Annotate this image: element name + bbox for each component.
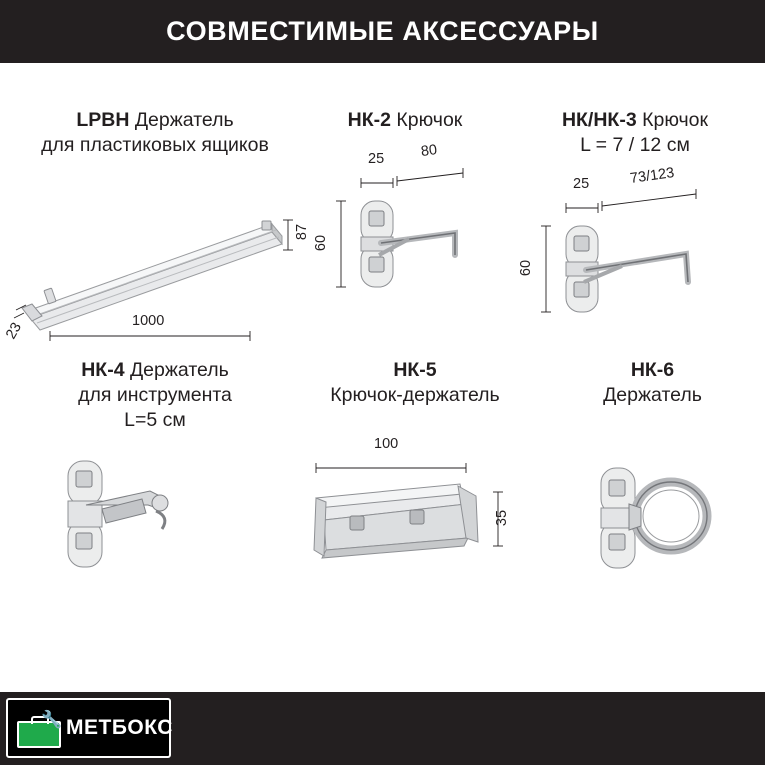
item-figure xyxy=(3,158,311,348)
item-code: LPBH xyxy=(76,109,130,131)
item-name: Держатель xyxy=(134,109,234,131)
dimension-label: 80 xyxy=(420,142,439,160)
dimension-label: 25 xyxy=(368,151,385,167)
item-caption xyxy=(10,358,300,433)
dimension-label: 23 xyxy=(3,320,26,342)
wrench-icon: 🔧 xyxy=(41,710,63,729)
item-name: Держатель xyxy=(129,359,229,381)
item-name-line2: для инструмента xyxy=(78,384,232,406)
item-caption xyxy=(545,358,760,408)
item-figure xyxy=(10,443,300,638)
item-card-nk4[interactable] xyxy=(10,358,300,678)
item-figure xyxy=(305,133,505,328)
item-figure xyxy=(510,158,760,353)
item-card-nk6[interactable] xyxy=(545,358,760,678)
item-figure xyxy=(545,446,760,656)
item-caption xyxy=(10,108,300,158)
dimension-label: 60 xyxy=(518,259,535,277)
item-caption xyxy=(290,358,540,408)
page-title: СОВМЕСТИМЫЕ АКСЕССУАРЫ xyxy=(166,16,599,46)
item-name: Крючок xyxy=(396,109,463,131)
page-header xyxy=(0,0,765,63)
item-card-lpbh[interactable] xyxy=(3,108,311,368)
ring-holder-icon xyxy=(545,446,760,656)
item-code: НК-5 xyxy=(393,359,437,381)
item-name-line2: для пластиковых ящиков xyxy=(41,134,269,156)
single-hook-icon xyxy=(305,133,505,328)
item-caption xyxy=(510,108,760,158)
dimension-label: 73/123 xyxy=(629,164,676,188)
item-figure xyxy=(290,436,540,656)
dimension-label: 100 xyxy=(374,436,399,452)
dimension-label: 1000 xyxy=(132,313,165,329)
dimension-label: 35 xyxy=(494,509,511,527)
item-code: НК-6 xyxy=(630,359,675,381)
brand-logo[interactable] xyxy=(6,698,171,758)
item-name-line2: L = 7 / 12 см xyxy=(580,134,690,156)
page-footer xyxy=(0,692,765,765)
dimension-label: 25 xyxy=(573,176,590,192)
item-code: НК-2 xyxy=(347,109,391,131)
item-name-line3: L=5 см xyxy=(124,409,186,431)
long-hook-icon xyxy=(510,158,760,353)
toolbox-icon xyxy=(14,708,63,748)
dimension-label: 60 xyxy=(313,234,330,252)
item-card-nk3[interactable] xyxy=(510,108,760,368)
tool-holder-clip-icon xyxy=(10,443,300,638)
item-caption xyxy=(305,108,505,133)
item-code: НК-4 xyxy=(81,359,125,381)
brand-name: МЕТБОКС xyxy=(66,716,173,739)
item-name: Держатель xyxy=(603,384,702,406)
item-name: Крючок-держатель xyxy=(330,384,500,406)
dimension-label: 87 xyxy=(294,223,311,241)
item-card-nk5[interactable] xyxy=(290,358,540,678)
item-name: Крючок xyxy=(642,109,709,131)
item-code: НК/НК-3 xyxy=(561,109,637,131)
shelf-holder-icon xyxy=(290,446,540,656)
item-card-nk2[interactable] xyxy=(305,108,505,368)
items-grid xyxy=(0,63,765,692)
